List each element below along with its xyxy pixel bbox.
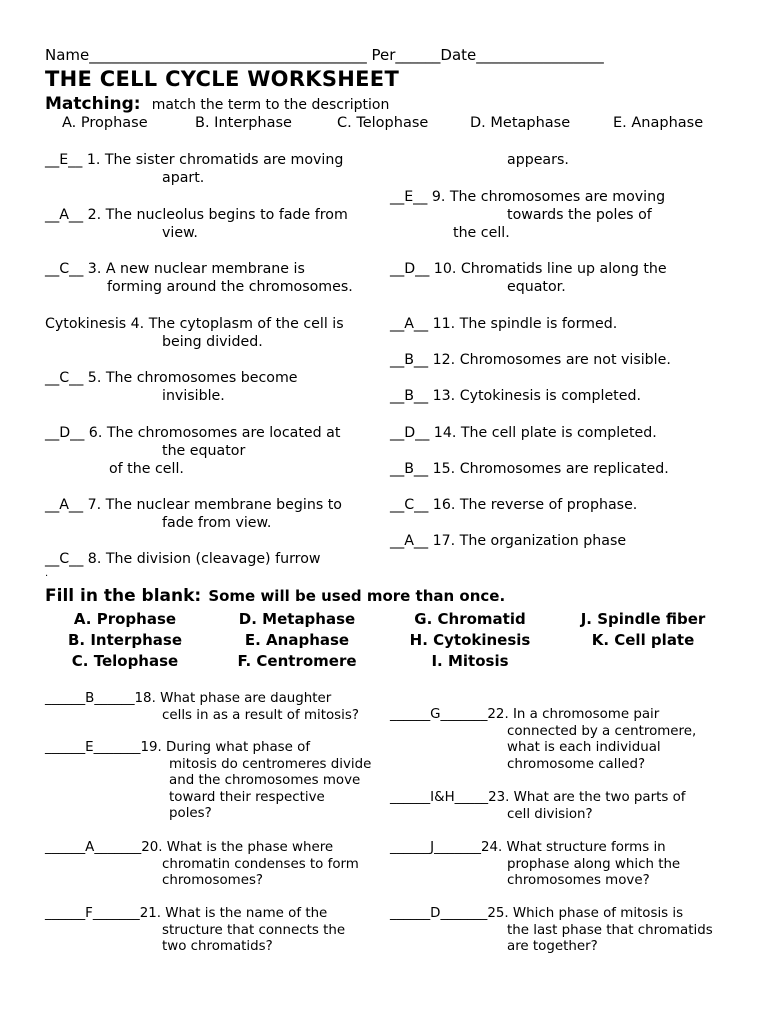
matching-item-text: of the cell. <box>109 461 184 477</box>
matching-item-15: __B__ 15. Chromosomes are replicated. <box>390 461 669 477</box>
matching-item-text: __E__ 9. The chromosomes are moving <box>390 189 666 205</box>
question-text: poles? <box>169 806 212 821</box>
question-text: ______G_______22. In a chromosome pair <box>390 707 660 722</box>
matching-item-text: __C__ 3. A new nuclear membrane is <box>45 261 305 277</box>
matching-item-text: equator. <box>507 279 566 295</box>
question-text: two chromatids? <box>162 939 273 954</box>
question-text: toward their respective <box>169 789 325 805</box>
matching-item-3 <box>45 260 353 296</box>
word-bank-item: D. Metaphase <box>238 610 356 628</box>
fill-in-heading-row <box>45 586 505 606</box>
question-22 <box>390 707 696 773</box>
question-text: ______D_______25. Which phase of mitosis is <box>390 906 684 921</box>
question-text: chromosomes move? <box>507 873 650 888</box>
matching-item-text: __A__ 7. The nuclear membrane begins to <box>45 497 342 513</box>
matching-item-text: __A__ 2. The nucleolus begins to fade from <box>45 207 348 223</box>
question-text: the last phase that chromatids <box>507 922 713 938</box>
question-text: chromosomes? <box>162 873 264 888</box>
question-text: ______B______18. What phase are daughter <box>45 691 332 706</box>
matching-item-text: __C__ 5. The chromosomes become <box>45 370 298 386</box>
matching-item-text: apart. <box>162 170 205 186</box>
option-d: D. Metaphase <box>470 115 571 131</box>
question-text: prophase along which the <box>507 856 681 872</box>
question-text: ______F_______21. What is the name of the <box>45 906 328 921</box>
matching-item-6 <box>45 424 340 478</box>
question-20 <box>45 840 359 890</box>
matching-item-4 <box>45 315 344 351</box>
matching-item-17: __A__ 17. The organization phase <box>390 533 627 549</box>
option-a: A. Prophase <box>62 115 148 131</box>
question-text: structure that connects the <box>162 922 346 938</box>
word-bank-item: I. Mitosis <box>431 652 509 670</box>
question-18 <box>45 691 359 724</box>
word-bank-item: B. Interphase <box>68 631 182 649</box>
question-23 <box>390 790 686 823</box>
word-bank-item: E. Anaphase <box>244 631 350 649</box>
matching-item-text: invisible. <box>162 388 225 404</box>
matching-item-2 <box>45 206 348 242</box>
option-e: E. Anaphase <box>613 115 704 131</box>
fill-in-instruction: Some will be used more than once. <box>208 587 506 605</box>
matching-item-text: being divided. <box>162 334 263 350</box>
question-text: are together? <box>507 939 598 954</box>
matching-item-10 <box>390 260 667 296</box>
question-text: ______J_______24. What structure forms in <box>390 840 666 855</box>
question-text: connected by a centromere, <box>507 723 697 739</box>
worksheet-title: THE CELL CYCLE WORKSHEET <box>45 67 400 91</box>
matching-item-text: the cell. <box>453 225 510 241</box>
word-bank-item: H. Cytokinesis <box>409 631 531 649</box>
matching-item-14: __D__ 14. The cell plate is completed. <box>390 425 657 441</box>
question-19 <box>45 740 371 823</box>
matching-instruction: match the term to the description <box>151 97 390 113</box>
question-text: chromatin condenses to form <box>162 856 359 872</box>
matching-item-11: __A__ 11. The spindle is formed. <box>390 316 618 332</box>
question-25 <box>390 906 713 956</box>
matching-item-text: the equator <box>162 443 246 459</box>
option-c: C. Telophase <box>337 115 429 131</box>
word-bank-item: J. Spindle fiber <box>580 610 706 628</box>
question-text: ______I&H_____23. What are the two parts of <box>390 790 686 805</box>
matching-item-1 <box>45 151 343 187</box>
word-bank-item: C. Telophase <box>71 652 179 670</box>
question-24 <box>390 840 680 890</box>
question-text: chromosome called? <box>507 756 646 772</box>
word-bank-item: A. Prophase <box>73 610 177 628</box>
matching-heading-row <box>45 94 389 114</box>
name-period-date-line: Name_____________________________________ Per______Date_________________ <box>45 46 604 64</box>
question-text: mitosis do centromeres divide <box>169 756 372 772</box>
word-bank-item: G. Chromatid <box>414 610 526 628</box>
question-text: and the chromosomes move <box>169 773 361 788</box>
matching-item-9 <box>390 188 665 242</box>
matching-item-text: fade from view. <box>162 515 272 531</box>
matching-item-5 <box>45 369 298 405</box>
matching-item-7 <box>45 496 342 532</box>
question-text: ______A_______20. What is the phase where <box>45 840 334 855</box>
matching-item-text: __D__ 10. Chromatids line up along the <box>390 261 667 277</box>
matching-item-8-continued: appears. <box>507 152 569 168</box>
matching-item-16: __C__ 16. The reverse of prophase. <box>390 497 638 513</box>
matching-item-12: __B__ 12. Chromosomes are not visible. <box>390 352 671 368</box>
matching-item-text: towards the poles of <box>507 207 652 223</box>
matching-item-text: forming around the chromosomes. <box>107 279 353 295</box>
question-text: what is each individual <box>507 740 661 755</box>
word-bank-item: K. Cell plate <box>591 631 695 649</box>
word-bank-item: F. Centromere <box>237 652 357 670</box>
option-b: B. Interphase <box>195 115 292 131</box>
matching-item-text: view. <box>162 225 198 241</box>
question-text: ______E_______19. During what phase of <box>45 740 311 755</box>
matching-item-text: __E__ 1. The sister chromatids are moving <box>45 152 344 168</box>
fill-in-heading: Fill in the blank: <box>45 586 202 606</box>
matching-item-8 <box>45 550 320 580</box>
matching-item-13: __B__ 13. Cytokinesis is completed. <box>390 388 641 404</box>
question-21 <box>45 906 345 956</box>
question-text: cell division? <box>507 806 593 822</box>
matching-item-text: __D__ 6. The chromosomes are located at <box>45 425 341 441</box>
matching-item-text: . <box>45 568 49 579</box>
matching-item-text: Cytokinesis 4. The cytoplasm of the cell is <box>45 316 344 332</box>
question-text: cells in as a result of mitosis? <box>162 707 359 723</box>
matching-item-text: __C__ 8. The division (cleavage) furrow <box>45 551 321 567</box>
matching-heading: Matching: <box>45 94 141 114</box>
